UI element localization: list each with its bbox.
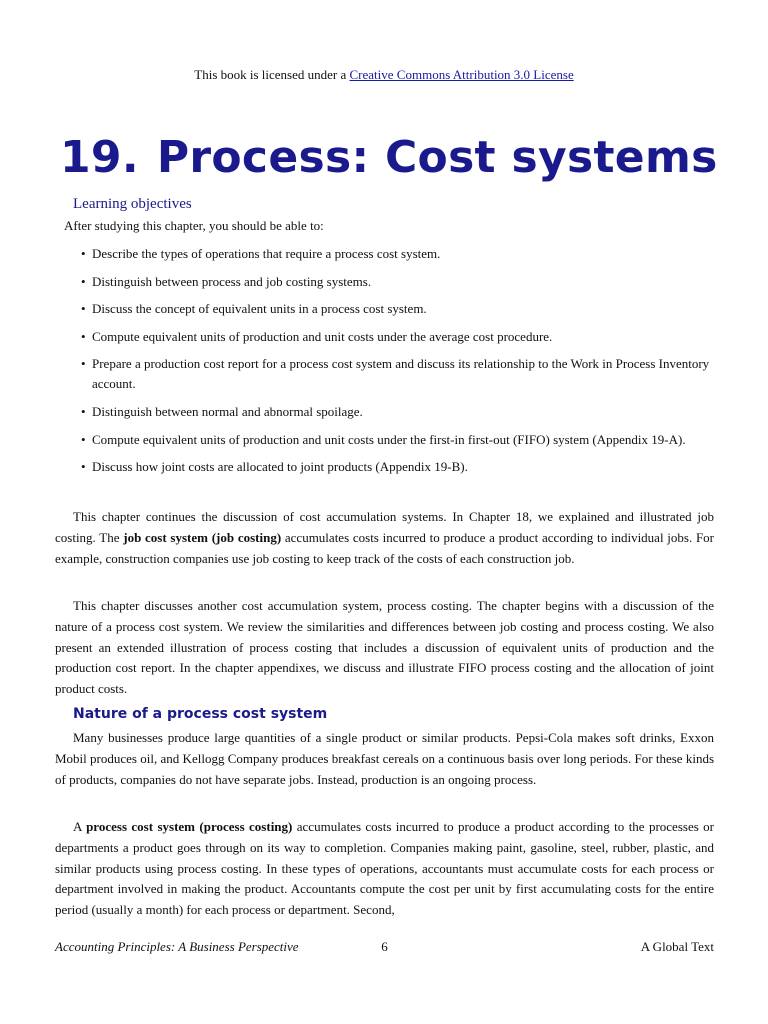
objective-item: • Describe the types of operations that require a process cost system. <box>78 244 718 264</box>
chapter-title-text: Process: Cost systems <box>156 132 718 183</box>
objective-item: • Compute equivalent units of production and unit costs under the average cost procedure. <box>78 327 718 347</box>
paragraph-job-costing <box>55 507 714 569</box>
license-link[interactable]: Creative Commons Attribution 3.0 License <box>349 67 574 82</box>
paragraph-text: This chapter discusses another cost accumulation system, process costing. The chapter begins with a discussion of the nature of a process cost system. We review the similarities and differences between job costing and process costing. We also present an extended illustration of process costing that includes a discussion of equivalent units of production and the production cost report. In the chapter appendixes, we discuss and illustrate FIFO process costing and the allocation of joint product costs. <box>55 598 714 697</box>
paragraph-text: This chapter continues the discussion of cost accumulation systems. In Chapter 18, we explained and illustrated job costing. The <box>55 509 714 545</box>
objective-item: • Discuss the concept of equivalent units in a process cost system. <box>78 299 718 319</box>
chapter-number: 19. <box>60 132 139 183</box>
chapter-title <box>60 132 718 183</box>
paragraph-large-quantities <box>55 728 714 790</box>
paragraph-text: accumulates costs incurred to produce a product according to the processes or departments a product goes through on its way to completion. Companies making paint, gasoline, steel, rubber, plastic, and similar products using process costing. In these types of operations, accountants must accumulate costs for each process or department involved in making the product. Accountants compute the cost per unit by first accumulating costs for the entire period (usually a month) for each process or department. Second, <box>55 819 715 918</box>
paragraph-chapter-overview <box>55 596 714 700</box>
paragraph-process-cost-system <box>55 817 714 921</box>
learning-objectives-intro: After studying this chapter, you should be able to: <box>64 218 324 233</box>
learning-objectives-list <box>78 244 718 485</box>
footer-book-title: Accounting Principles: A Business Perspective <box>55 939 299 954</box>
footer-publisher: A Global Text <box>640 939 714 954</box>
section-heading: Nature of a process cost system <box>73 706 328 722</box>
objective-item: • Compute equivalent units of production and unit costs under the first-in first-out (FIFO) system (Appendix 19-A). <box>78 430 718 450</box>
learning-objectives-heading: Learning objectives <box>73 196 192 212</box>
objective-item: • Prepare a production cost report for a process cost system and discuss its relationship to the Work in Process Inventory account. <box>78 354 718 394</box>
objective-item: • Discuss how joint costs are allocated to joint products (Appendix 19-B). <box>78 457 718 477</box>
footer-page-number: 6 <box>381 939 388 954</box>
objective-item: • Distinguish between normal and abnormal spoilage. <box>78 402 718 422</box>
license-notice <box>0 67 768 83</box>
term-process-cost-system: process cost system (process costing) <box>86 819 293 834</box>
objective-item: • Distinguish between process and job costing systems. <box>78 272 718 292</box>
license-prefix: This book is licensed under a <box>194 67 350 82</box>
paragraph-text: accumulates costs incurred to produce a product according to individual jobs. For example, construction companies use job costing to keep track of the costs of each construction job. <box>55 529 715 566</box>
paragraph-text: A <box>73 819 87 834</box>
paragraph-text: Many businesses produce large quantities of a single product or similar products. Pepsi-Cola makes soft drinks, Exxon Mobil produces oil, and Kellogg Company produces breakfast cereals on a continuous basis over long periods. For these kinds of products, companies do not have separate jobs. Instead, production is an ongoing process. <box>55 730 714 787</box>
term-job-cost-system: job cost system (job costing) <box>123 529 282 545</box>
